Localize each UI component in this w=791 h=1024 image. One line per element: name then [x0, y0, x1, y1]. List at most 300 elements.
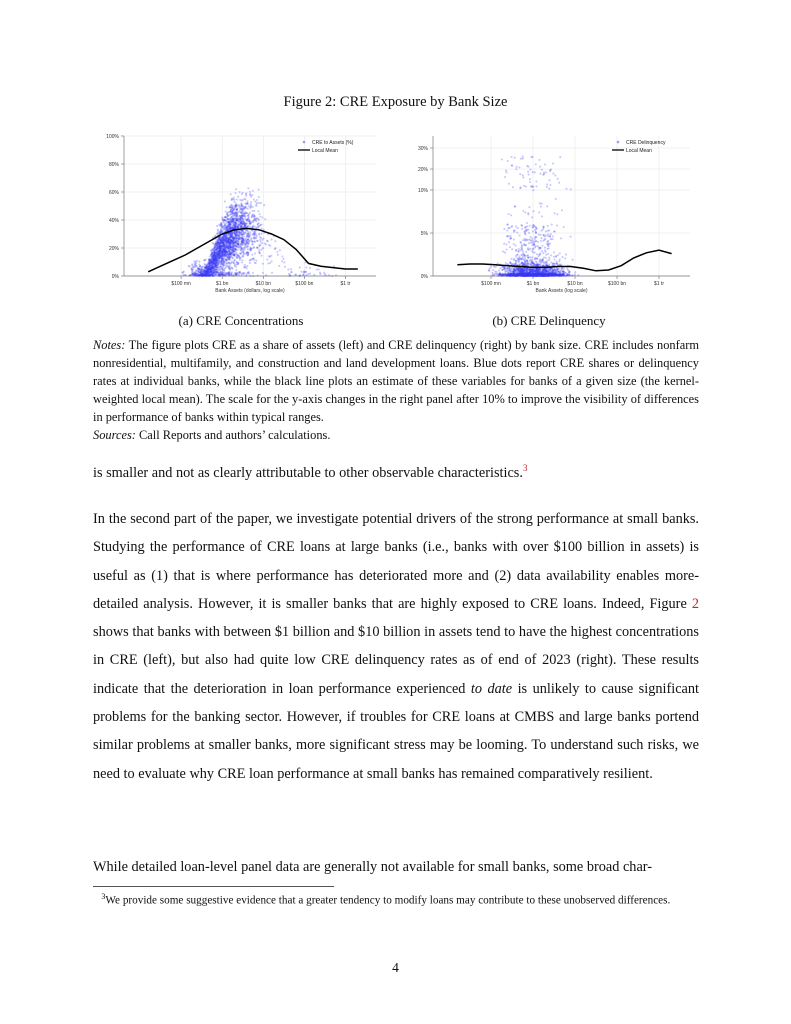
scatter-point: [198, 274, 200, 276]
scatter-point: [260, 202, 262, 204]
scatter-point: [517, 258, 519, 260]
scatter-point: [220, 240, 222, 242]
scatter-point: [548, 179, 550, 181]
scatter-point: [211, 254, 213, 256]
scatter-point: [529, 181, 531, 183]
scatter-point: [218, 261, 220, 263]
scatter-point: [523, 244, 525, 246]
scatter-point: [501, 158, 503, 160]
scatter-point: [556, 225, 558, 227]
legend-marker-points: [303, 141, 306, 144]
scatter-point: [335, 274, 337, 276]
scatter-point: [222, 251, 224, 253]
scatter-point: [515, 244, 517, 246]
scatter-point: [239, 259, 241, 261]
scatter-point: [564, 257, 566, 259]
scatter-point: [244, 217, 246, 219]
x-tick-label: $1 bn: [215, 281, 229, 287]
scatter-point: [570, 236, 572, 238]
scatter-point: [555, 260, 557, 262]
scatter-point: [238, 223, 240, 225]
scatter-point: [505, 170, 507, 172]
scatter-point: [225, 259, 227, 261]
scatter-point: [541, 215, 543, 217]
scatter-point: [507, 213, 509, 215]
scatter-point: [215, 247, 217, 249]
scatter-point: [494, 266, 496, 268]
scatter-point: [256, 217, 258, 219]
scatter-point: [247, 216, 249, 218]
scatter-point: [540, 206, 542, 208]
scatter-point: [262, 272, 264, 274]
scatter-point: [300, 271, 302, 273]
scatter-point: [497, 262, 499, 264]
scatter-point: [219, 268, 221, 270]
scatter-point: [522, 174, 524, 176]
scatter-point: [198, 271, 200, 273]
scatter-point: [555, 198, 557, 200]
scatter-point: [258, 202, 260, 204]
scatter-point: [211, 271, 213, 273]
scatter-point: [231, 240, 233, 242]
scatter-point: [558, 260, 560, 262]
scatter-point: [224, 224, 226, 226]
scatter-point: [290, 272, 292, 274]
scatter-point: [253, 236, 255, 238]
scatter-point: [227, 272, 229, 274]
scatter-point: [254, 201, 256, 203]
scatter-point: [518, 248, 520, 250]
x-tick-label: $1 tr: [653, 281, 665, 287]
scatter-point: [498, 269, 500, 271]
scatter-point: [246, 241, 248, 243]
scatter-point: [255, 260, 257, 262]
scatter-point: [506, 229, 508, 231]
y-tick-label: 0%: [111, 273, 119, 280]
scatter-point: [191, 270, 193, 272]
scatter-point: [521, 244, 523, 246]
scatter-point: [239, 246, 241, 248]
scatter-point: [559, 156, 561, 158]
scatter-point: [264, 218, 266, 220]
scatter-point: [239, 252, 241, 254]
scatter-point: [203, 275, 205, 277]
scatter-point: [305, 266, 307, 268]
scatter-point: [529, 259, 531, 261]
scatter-point: [543, 263, 545, 265]
scatter-point: [215, 262, 217, 264]
scatter-point: [236, 272, 238, 274]
scatter-point: [529, 225, 531, 227]
scatter-point: [236, 219, 238, 221]
scatter-point: [235, 239, 237, 241]
scatter-point: [251, 254, 253, 256]
scatter-point: [505, 243, 507, 245]
scatter-point: [239, 226, 241, 228]
scatter-point: [553, 258, 555, 260]
scatter-point: [524, 231, 526, 233]
scatter-point: [532, 256, 534, 258]
scatter-point: [504, 176, 506, 178]
scatter-point: [220, 242, 222, 244]
scatter-point: [231, 253, 233, 255]
scatter-point: [239, 249, 241, 251]
scatter-point: [239, 271, 241, 273]
y-tick-label: 0%: [420, 273, 428, 280]
scatter-point: [225, 241, 227, 243]
scatter-point: [195, 273, 197, 275]
scatter-point: [182, 274, 184, 276]
scatter-point: [515, 250, 517, 252]
scatter-point: [246, 265, 248, 267]
scatter-point: [533, 224, 535, 226]
scatter-point: [235, 266, 237, 268]
legend-label-points: CRE to Assets (%): [312, 139, 354, 146]
scatter-point: [217, 271, 219, 273]
scatter-point: [525, 251, 527, 253]
scatter-point: [515, 168, 517, 170]
scatter-point: [235, 206, 237, 208]
scatter-point: [282, 258, 284, 260]
scatter-point: [226, 246, 228, 248]
scatter-point: [558, 182, 560, 184]
scatter-point: [242, 249, 244, 251]
scatter-point: [258, 233, 260, 235]
scatter-point: [240, 243, 242, 245]
scatter-point: [547, 240, 549, 242]
scatter-point: [279, 249, 281, 251]
scatter-point: [201, 266, 203, 268]
scatter-point: [577, 274, 579, 276]
scatter-point: [243, 231, 245, 233]
scatter-point: [523, 185, 525, 187]
scatter-point: [206, 265, 208, 267]
scatter-point: [553, 251, 555, 253]
scatter-point: [510, 214, 512, 216]
scatter-point: [549, 169, 551, 171]
scatter-point: [217, 242, 219, 244]
scatter-point: [232, 212, 234, 214]
scatter-point: [283, 261, 285, 263]
scatter-point: [236, 211, 238, 213]
scatter-point: [250, 203, 252, 205]
scatter-point: [233, 209, 235, 211]
scatter-point: [251, 243, 253, 245]
scatter-point: [234, 242, 236, 244]
scatter-point: [544, 235, 546, 237]
scatter-point: [535, 240, 537, 242]
scatter-point: [258, 196, 260, 198]
scatter-point: [222, 245, 224, 247]
scatter-point: [188, 274, 190, 276]
scatter-point: [224, 255, 226, 257]
scatter-point: [247, 187, 249, 189]
scatter-point: [242, 212, 244, 214]
scatter-point: [252, 190, 254, 192]
scatter-point: [513, 243, 515, 245]
scatter-point: [528, 174, 530, 176]
scatter-point: [535, 180, 537, 182]
scatter-point: [215, 255, 217, 257]
scatter-point: [221, 217, 223, 219]
scatter-point: [503, 268, 505, 270]
scatter-point: [242, 256, 244, 258]
scatter-point: [265, 274, 267, 276]
scatter-point: [532, 189, 534, 191]
y-tick-label: 100%: [106, 133, 119, 140]
scatter-point: [207, 275, 209, 277]
scatter-point: [284, 266, 286, 268]
scatter-point: [254, 252, 256, 254]
scatter-point: [231, 234, 233, 236]
scatter-point: [309, 267, 311, 269]
scatter-point: [199, 265, 201, 267]
scatter-point: [246, 219, 248, 221]
scatter-point: [231, 199, 233, 201]
scatter-point: [247, 254, 249, 256]
scatter-point: [244, 264, 246, 266]
scatter-point: [242, 192, 244, 194]
scatter-point: [227, 241, 229, 243]
scatter-point: [250, 201, 252, 203]
scatter-point: [244, 212, 246, 214]
scatter-point: [206, 273, 208, 275]
scatter-point: [526, 222, 528, 224]
scatter-point: [218, 266, 220, 268]
scatter-point: [517, 269, 519, 271]
scatter-point: [561, 269, 563, 271]
scatter-point: [244, 198, 246, 200]
scatter-point: [532, 171, 534, 173]
scatter-point: [526, 259, 528, 261]
scatter-point: [274, 248, 276, 250]
scatter-point: [540, 240, 542, 242]
scatter-point: [229, 214, 231, 216]
x-tick-label: $1 bn: [526, 281, 540, 287]
scatter-point: [528, 242, 530, 244]
scatter-point: [233, 262, 235, 264]
scatter-point: [231, 227, 233, 229]
scatter-point: [235, 215, 237, 217]
scatter-point: [250, 247, 252, 249]
scatter-point: [572, 259, 574, 261]
scatter-point: [546, 260, 548, 262]
scatter-point: [223, 261, 225, 263]
scatter-point: [490, 266, 492, 268]
scatter-point: [534, 226, 536, 228]
scatter-point: [539, 247, 541, 249]
scatter-point: [534, 258, 536, 260]
scatter-point: [216, 245, 218, 247]
scatter-point: [530, 263, 532, 265]
scatter-point: [236, 198, 238, 200]
scatter-point: [489, 267, 491, 269]
scatter-point: [281, 255, 283, 257]
scatter-point: [195, 262, 197, 264]
scatter-point: [529, 248, 531, 250]
scatter-point: [240, 221, 242, 223]
scatter-point: [231, 273, 233, 275]
scatter-point: [231, 249, 233, 251]
scatter-point: [255, 262, 257, 264]
scatter-point: [253, 246, 255, 248]
scatter-point: [520, 249, 522, 251]
scatter-point: [242, 247, 244, 249]
scatter-point: [535, 232, 537, 234]
scatter-point: [274, 240, 276, 242]
scatter-point: [542, 174, 544, 176]
scatter-point: [520, 258, 522, 260]
scatter-point: [245, 193, 247, 195]
scatter-point: [548, 229, 550, 231]
scatter-point: [250, 259, 252, 261]
scatter-point: [318, 268, 320, 270]
scatter-point: [243, 273, 245, 275]
scatter-point: [545, 251, 547, 253]
scatter-point: [252, 206, 254, 208]
scatter-point: [328, 274, 330, 276]
scatter-point: [522, 158, 524, 160]
scatter-point: [233, 232, 235, 234]
scatter-point: [545, 257, 547, 259]
scatter-point: [527, 248, 529, 250]
y-tick-label: 20%: [108, 245, 119, 252]
scatter-point: [215, 253, 217, 255]
scatter-point: [568, 271, 570, 273]
scatter-point: [261, 249, 263, 251]
scatter-point: [259, 244, 261, 246]
scatter-point: [247, 226, 249, 228]
y-tick-label: 30%: [417, 145, 428, 152]
scatter-point: [526, 267, 528, 269]
scatter-point: [495, 271, 497, 273]
scatter-point: [250, 275, 252, 277]
scatter-point: [519, 173, 521, 175]
scatter-point: [305, 274, 307, 276]
scatter-point: [222, 243, 224, 245]
scatter-point: [527, 229, 529, 231]
scatter-point: [251, 237, 253, 239]
scatter-point: [245, 231, 247, 233]
scatter-point: [548, 259, 550, 261]
scatter-point: [510, 156, 512, 158]
scatter-point: [247, 272, 249, 274]
scatter-point: [524, 238, 526, 240]
scatter-point: [524, 233, 526, 235]
scatter-point: [232, 220, 234, 222]
scatter-point: [232, 205, 234, 207]
scatter-point: [530, 185, 532, 187]
scatter-point: [228, 221, 230, 223]
scatter-point: [534, 171, 536, 173]
scatter-point: [253, 241, 255, 243]
scatter-point: [513, 231, 515, 233]
scatter-point: [557, 178, 559, 180]
scatter-point: [231, 208, 233, 210]
scatter-point: [545, 171, 547, 173]
scatter-point: [244, 239, 246, 241]
scatter-point: [220, 265, 222, 267]
scatter-point: [234, 223, 236, 225]
scatter-point: [270, 238, 272, 240]
scatter-point: [554, 262, 556, 264]
scatter-point: [506, 235, 508, 237]
scatter-point: [299, 274, 301, 276]
scatter-point: [234, 254, 236, 256]
scatter-point: [217, 256, 219, 258]
scatter-point: [505, 248, 507, 250]
x-axis-label: Bank Assets (log scale): [535, 288, 588, 294]
scatter-point: [503, 243, 505, 245]
scatter-point: [545, 254, 547, 256]
scatter-point: [259, 215, 261, 217]
scatter-point: [547, 243, 549, 245]
scatter-point: [531, 242, 533, 244]
scatter-point: [547, 233, 549, 235]
scatter-point: [246, 235, 248, 237]
scatter-point: [539, 202, 541, 204]
scatter-point: [512, 186, 514, 188]
scatter-point: [529, 169, 531, 171]
scatter-point: [233, 199, 235, 201]
scatter-point: [218, 224, 220, 226]
scatter-point: [222, 272, 224, 274]
scatter-point: [238, 238, 240, 240]
scatter-point: [211, 263, 213, 265]
scatter-point: [532, 262, 534, 264]
scatter-point: [516, 232, 518, 234]
scatter-point: [234, 259, 236, 261]
scatter-point: [539, 173, 541, 175]
scatter-point: [518, 234, 520, 236]
scatter-point: [233, 245, 235, 247]
scatter-point: [229, 211, 231, 213]
scatter-point: [224, 228, 226, 230]
scatter-point: [226, 252, 228, 254]
scatter-point: [207, 261, 209, 263]
scatter-point: [539, 166, 541, 168]
scatter-point: [302, 273, 304, 275]
scatter-point: [553, 256, 555, 258]
scatter-point: [222, 269, 224, 271]
scatter-point: [242, 215, 244, 217]
scatter-point: [193, 272, 195, 274]
scatter-point: [547, 225, 549, 227]
scatter-point: [204, 267, 206, 269]
scatter-point: [532, 186, 534, 188]
scatter-point: [239, 217, 241, 219]
scatter-point: [228, 265, 230, 267]
scatter-point: [251, 240, 253, 242]
y-tick-label: 40%: [108, 217, 119, 224]
y-tick-label: 5%: [420, 230, 428, 237]
scatter-point: [537, 245, 539, 247]
scatter-point: [492, 269, 494, 271]
scatter-point: [235, 188, 237, 190]
scatter-point: [220, 249, 222, 251]
scatter-point: [181, 272, 183, 274]
x-tick-label: $100 mn: [171, 281, 191, 287]
scatter-point: [236, 209, 238, 211]
scatter-point: [214, 251, 216, 253]
scatter-point: [527, 212, 529, 214]
scatter-point: [219, 252, 221, 254]
scatter-point: [241, 259, 243, 261]
scatter-point: [270, 255, 272, 257]
scatter-point: [230, 193, 232, 195]
scatter-point: [538, 211, 540, 213]
scatter-point: [524, 257, 526, 259]
